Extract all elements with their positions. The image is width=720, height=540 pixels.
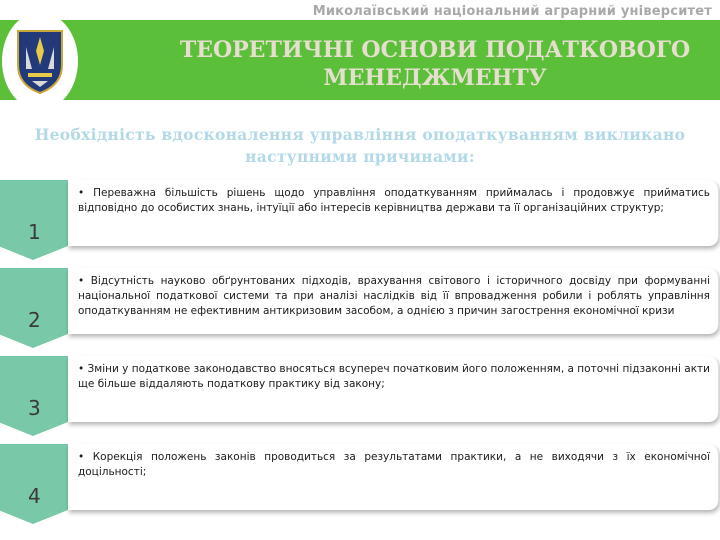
page-title-line-1: ТЕОРЕТИЧНІ ОСНОВИ ПОДАТКОВОГО bbox=[179, 37, 691, 63]
reason-text: • Відсутність науково обґрунтованих підходів, врахування світового і історичного досвіду при формуванні національної податкової системи та при аналізі наслідків від її впровадження робили і роблять управління оподаткуванням не ефективним антикризовим засобом, а однією з причин загострення економічної кризи bbox=[78, 275, 710, 317]
page-title-line-2: МЕНЕДЖМЕНТУ bbox=[323, 65, 547, 91]
page-title bbox=[150, 36, 720, 92]
reason-item-4 bbox=[0, 444, 720, 524]
logo bbox=[2, 12, 78, 110]
reason-card bbox=[68, 268, 719, 334]
reason-text: • Зміни у податкове законодавство вносяться всупереч початковим його положенням, а поточні підзаконні акти ще більше віддаляють податкову практику від закону; bbox=[78, 363, 710, 390]
section-heading-line-2: наступними причинами: bbox=[245, 147, 475, 166]
reason-card bbox=[68, 356, 719, 422]
section-heading bbox=[4, 124, 716, 168]
university-emblem-icon bbox=[12, 25, 68, 97]
reason-text: • Переважна більшість рішень щодо управління оподаткуванням приймалась і продовжує прийматись відповідно до особистих знань, інтуїції або інтересів керівництва держави та її організаційних структур; bbox=[78, 187, 710, 214]
reason-item-3 bbox=[0, 356, 720, 436]
section-heading-line-1: Необхідність вдосконалення управління оподаткуванням викликано bbox=[34, 125, 686, 144]
reason-card bbox=[68, 180, 719, 246]
reason-number: 1 bbox=[28, 220, 41, 244]
university-name: Миколаївський національний аграрний університет bbox=[312, 4, 712, 19]
reason-number: 4 bbox=[28, 484, 41, 508]
reason-number: 3 bbox=[28, 396, 41, 420]
reason-item-1 bbox=[0, 180, 720, 260]
reason-card bbox=[68, 444, 719, 510]
reason-text: • Корекція положень законів проводиться за результатами практики, а не виходячи з їх економічної доцільності; bbox=[78, 451, 710, 478]
reason-number: 2 bbox=[28, 308, 41, 332]
reason-item-2 bbox=[0, 268, 720, 348]
